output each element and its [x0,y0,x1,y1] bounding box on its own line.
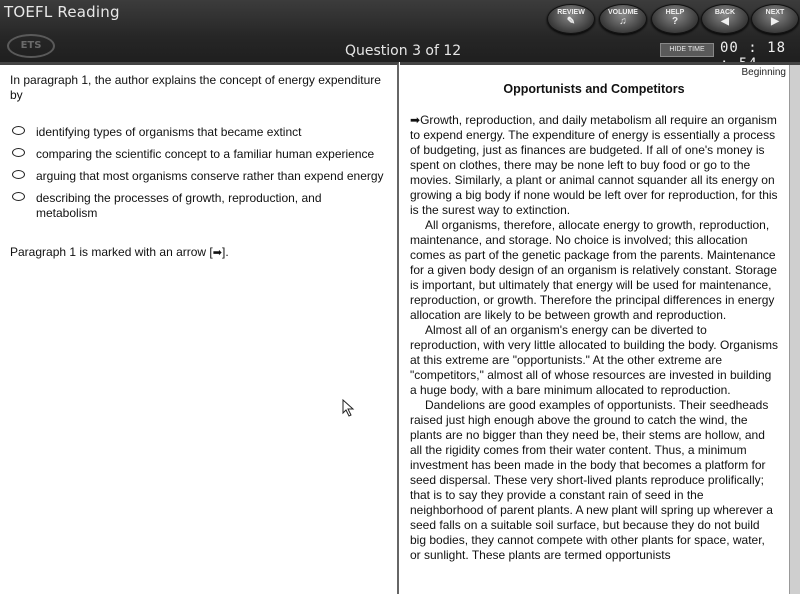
ets-logo: ETS [7,34,55,58]
answer-option[interactable] [12,191,342,221]
right-arrow-icon: ➡ [212,247,222,259]
next-button-label: NEXT [765,9,785,16]
radio-oval-icon[interactable] [12,148,25,157]
passage-body [410,113,778,563]
radio-oval-icon[interactable] [12,192,25,201]
review-icon: ✎ [566,16,576,27]
paragraph: Dandelions are good examples of opportunists. Their seedheads raised just high enough above the ground to catch the wind, the plants are no bigger than they need be, their stems are hollow, and all the rigidity comes from their water content. Thus, a minimum investment has been made in the body that becomes a platform for seed dispersal. These very short-lived plants reproduce prolifically; that is to say they provide a constant rain of seed in the neighborhood of parent plants. A new plant will spring up wherever a seed falls on a suitable soil surface, but because they do not build big bodies, they cannot compete with other plants for space, water, or sunlight. These plants are termed opportunists [410,398,773,562]
next-arrow-icon: ▶ [771,16,779,27]
note-suffix: ]. [221,245,229,259]
volume-button-label: VOLUME [608,9,638,16]
back-arrow-icon: ◀ [721,16,729,27]
back-button-label: BACK [714,9,736,16]
hide-time-button[interactable]: HIDE TIME [660,43,714,57]
answer-option[interactable] [12,125,392,140]
paragraph-text: Growth, reproduction, and daily metabolism all require an organism to expend energy. The expenditure of energy is essentially a process of budgeting, just as finances are budgeted. If all of one's money is spent on clothes, there may be none left to buy food or go to the movies. Similarly, a plant or animal cannot squander all its energy on growing a big body if none would be left over for reproduction, for this is the surest way to extinction. [410,113,778,217]
top-bar [0,0,800,62]
radio-oval-icon[interactable] [12,170,25,179]
scroll-position-label: Beginning [741,67,786,78]
help-icon: ? [671,16,679,27]
passage-scrollbar[interactable] [789,65,800,594]
volume-icon: ♫ [619,16,627,27]
countdown-timer: 00 : 18 [720,40,787,56]
answer-option[interactable] [12,147,392,162]
back-button[interactable] [701,4,749,34]
answer-option-label: arguing that most organisms conserve rather than expend energy [36,169,384,183]
question-counter: Question 3 of 12 [345,43,462,59]
answer-option-label: comparing the scientific concept to a familiar human experience [36,147,375,161]
passage-pane [400,62,800,594]
radio-oval-icon[interactable] [12,126,25,135]
review-button[interactable] [547,4,595,34]
answer-option-label: identifying types of organisms that became extinct [36,125,302,139]
note-prefix: Paragraph 1 is marked with an arrow [ [10,245,213,259]
volume-button[interactable] [599,4,647,34]
paragraph: All organisms, therefore, allocate energy to growth, reproduction, maintenance, and storage. No choice is involved; this allocation comes as part of the genetic package from the parents. Maintenance for a given body design of an organism is relatively constant. Storage is important, but ultimately that energy will be used for maintenance, reproduction, or growth. Therefore the principal differences in energy allocation are likely to be between growth and reproduction. [410,218,777,322]
question-prompt: In paragraph 1, the author explains the concept of energy expenditure by [10,73,381,102]
paragraph-marker-note [10,245,229,259]
review-button-label: REVIEW [557,9,585,16]
question-pane [0,62,399,594]
mouse-cursor-icon [342,399,356,417]
paragraph: Almost all of an organism's energy can be diverted to reproduction, with very little allocated to building the body. Organisms at this extreme are "opportunists." At the other extreme are "competitors," almost all of whose resources are invested in building a huge body, with a bare minimum allocated to reproduction. [410,323,778,397]
answer-option-label: describing the processes of growth, reproduction, and metabolism [36,191,322,220]
passage-title: Opportunists and Competitors [503,82,685,96]
paragraph [410,113,778,218]
help-button-label: HELP [665,9,685,16]
paragraph-marker-icon: ➡ [410,113,421,127]
app-title: TOEFL Reading [4,3,120,21]
help-button[interactable] [651,4,699,34]
answer-option[interactable] [12,169,392,184]
next-button[interactable] [751,4,799,34]
